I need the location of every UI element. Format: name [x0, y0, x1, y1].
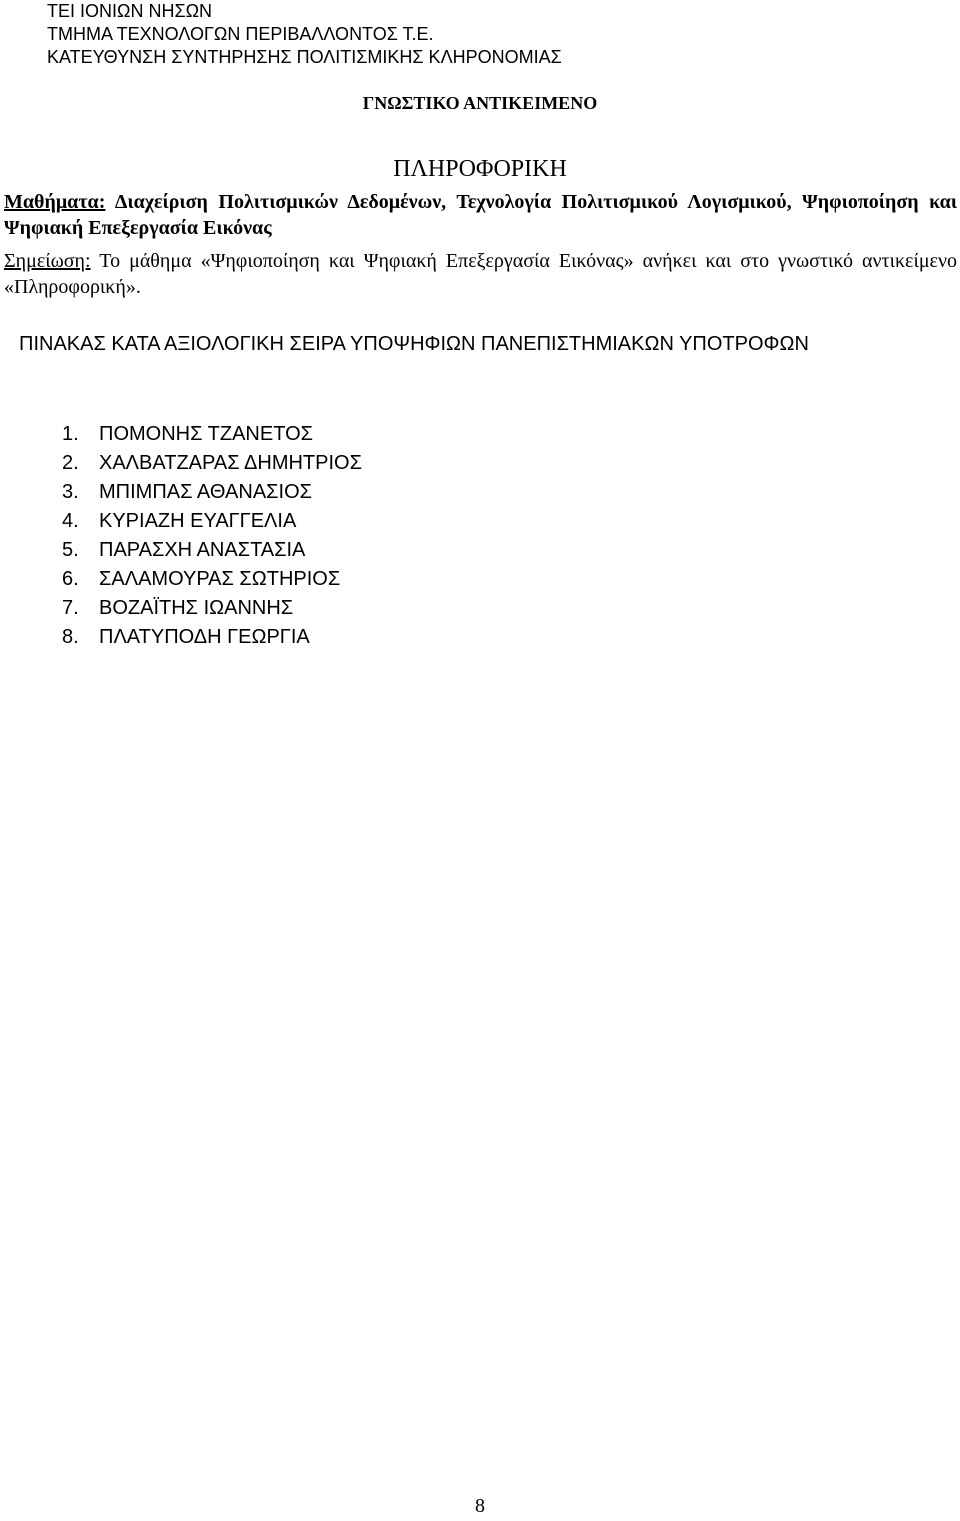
candidate-item [62, 449, 362, 478]
candidate-rank: 5. [62, 539, 79, 561]
candidate-name: ΠΟΜΟΝΗΣ ΤΖΑΝΕΤΟΣ [99, 423, 313, 445]
candidate-item [62, 594, 362, 623]
candidate-rank: 1. [62, 423, 79, 445]
candidate-name: ΧΑΛΒΑΤΖΑΡΑΣ ΔΗΜΗΤΡΙΟΣ [99, 452, 362, 474]
candidate-rank: 2. [62, 452, 79, 474]
candidate-name: ΣΑΛΑΜΟΥΡΑΣ ΣΩΤΗΡΙΟΣ [99, 568, 341, 590]
subject-heading: ΓΝΩΣΤΙΚΟ ΑΝΤΙΚΕΙΜΕΝΟ [362, 93, 598, 113]
page-number: 8 [475, 1495, 485, 1517]
lessons-label: Μαθήματα: [4, 191, 106, 213]
candidate-item [62, 536, 362, 565]
candidates-table-heading: ΠΙΝΑΚΑΣ ΚΑΤΑ ΑΞΙΟΛΟΓΙΚΗ ΣΕΙΡΑ ΥΠΟΨΗΦΙΩΝ ΠΑΝΕΠΙΣΤΗΜΙΑΚΩΝ ΥΠΟΤΡΟΦΩΝ [19, 333, 809, 355]
candidate-item [62, 565, 362, 594]
header-institution: ΤΕΙ ΙΟΝΙΩΝ ΝΗΣΩΝ [47, 1, 213, 21]
lessons-paragraph [4, 189, 957, 241]
candidate-item [62, 623, 362, 652]
candidate-name: ΒΟΖΑΪΤΗΣ ΙΩΑΝΝΗΣ [99, 597, 294, 619]
candidate-name: ΠΑΡΑΣΧΗ ΑΝΑΣΤΑΣΙΑ [99, 539, 306, 561]
candidate-rank: 7. [62, 597, 79, 619]
note-text: Το μάθημα «Ψηφιοποίηση και Ψηφιακή Επεξεργασία Εικόνας» ανήκει και στο γνωστικό αντικείμενο «Πληροφορική». [4, 250, 957, 298]
header-department: ΤΜΗΜΑ ΤΕΧΝΟΛΟΓΩΝ ΠΕΡΙΒΑΛΛΟΝΤΟΣ Τ.Ε. [47, 24, 434, 44]
candidate-item [62, 420, 362, 449]
candidate-item [62, 507, 362, 536]
candidate-item [62, 478, 362, 507]
candidate-name: ΜΠΙΜΠΑΣ ΑΘΑΝΑΣΙΟΣ [99, 481, 312, 503]
candidate-rank: 6. [62, 568, 79, 590]
note-label: Σημείωση: [4, 250, 91, 272]
candidate-rank: 4. [62, 510, 79, 532]
candidate-name: ΚΥΡΙΑΖΗ ΕΥΑΓΓΕΛΙΑ [99, 510, 297, 532]
candidate-rank: 3. [62, 481, 79, 503]
note-paragraph [4, 248, 957, 300]
course-title: ΠΛΗΡΟΦΟΡΙΚΗ [393, 156, 567, 182]
lessons-text: Διαχείριση Πολιτισμικών Δεδομένων, Τεχνολογία Πολιτισμικού Λογισμικού, Ψηφιοποίηση και Ψηφιακή Επεξεργασία Εικόνας [4, 191, 957, 239]
candidate-rank: 8. [62, 626, 79, 648]
candidate-name: ΠΛΑΤΥΠΟΔΗ ΓΕΩΡΓΙΑ [99, 626, 310, 648]
header-specialization: ΚΑΤΕΥΘΥΝΣΗ ΣΥΝΤΗΡΗΣΗΣ ΠΟΛΙΤΙΣΜΙΚΗΣ ΚΛΗΡΟΝΟΜΙΑΣ [47, 47, 562, 67]
candidates-list [62, 420, 362, 652]
